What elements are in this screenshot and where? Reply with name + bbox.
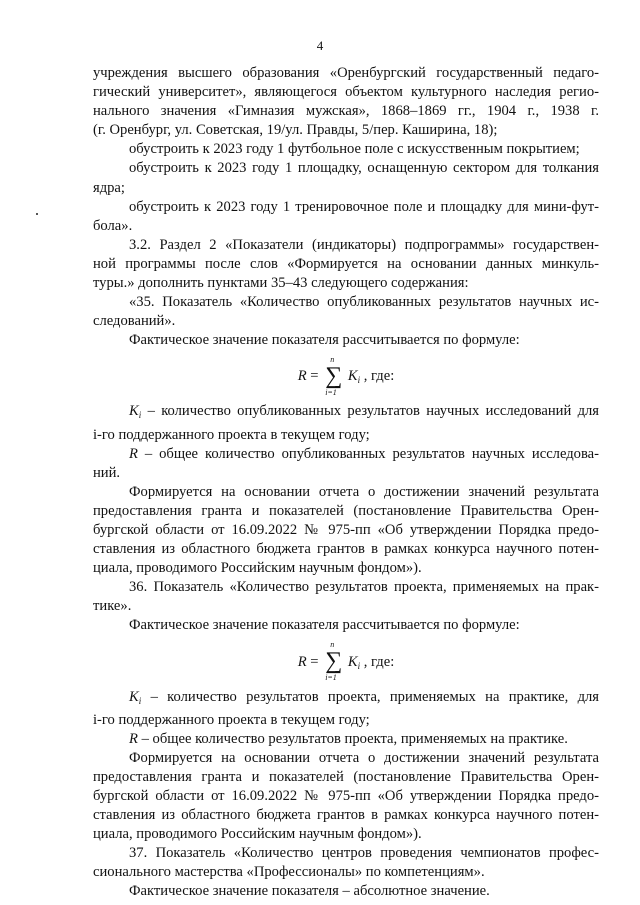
- text-line: [93, 402, 599, 425]
- text-line: i-го поддержанного проекта в текущем году;: [93, 711, 370, 728]
- variable-k-index: i: [138, 695, 142, 706]
- text-line: (г. Оренбург, ул. Советская, 19/ул. Правды, 5/пер. Каширина, 18);: [93, 122, 498, 139]
- text-line: ной программы после слов «Формируется на основании данных минкуль-: [93, 255, 599, 272]
- text-line: предоставления гранта и показателей (постановление Правительства Орен-: [93, 768, 599, 785]
- formula-eq: =: [310, 368, 319, 385]
- formula-eq: =: [310, 653, 319, 670]
- formula-term: K: [347, 368, 358, 385]
- text-fragment: – общее количество результатов проекта, применяемых на практике.: [141, 730, 568, 747]
- sum-lower-limit: i=1: [325, 388, 337, 398]
- formula-lhs: R: [297, 653, 307, 670]
- page-number: 4: [316, 38, 324, 53]
- text-line: обустроить к 2023 году 1 тренировочное поле и площадку для мини-фут-: [129, 198, 599, 215]
- text-line: Фактическое значение показателя – абсолютное значение.: [129, 883, 490, 900]
- formula-tail: , где:: [363, 653, 395, 670]
- sum-sign: [324, 355, 342, 399]
- sum-upper-limit: n: [330, 355, 335, 365]
- text-line: ставления из областного бюджета грантов в рамках конкурса научного потен-: [93, 541, 599, 558]
- text-line: 3.2. Раздел 2 «Показатели (индикаторы) подпрограммы» государствен-: [129, 236, 599, 253]
- text-line: 37. Показатель «Количество центров проведения чемпионатов профес-: [129, 845, 599, 862]
- formula-term-index: i: [357, 660, 361, 671]
- document-body: [93, 64, 599, 902]
- variable-k-index: i: [138, 410, 142, 421]
- text-line: ний.: [93, 464, 121, 481]
- text-line: [93, 730, 599, 749]
- text-line: 36. Показатель «Количество результатов проекта, применяемых на прак-: [129, 579, 599, 596]
- sum-sign: [324, 640, 342, 684]
- variable-k: K: [129, 403, 139, 420]
- formula-tail: , где:: [363, 368, 395, 385]
- text-line: предоставления гранта и показателей (постановление Правительства Орен-: [93, 502, 599, 519]
- text-line: следований».: [93, 313, 176, 330]
- formula-term: K: [347, 653, 358, 670]
- sum-upper-limit: n: [330, 640, 335, 650]
- text-fragment: – количество опубликованных результатов научных исследований для: [147, 403, 599, 420]
- variable-k: K: [129, 688, 139, 705]
- text-line: обустроить к 2023 году 1 футбольное поле с искусственным покрытием;: [129, 141, 580, 158]
- text-line: Формируется на основании отчета о достижении значений результата: [129, 483, 599, 500]
- text-line: гический университет», являющегося объектом культурного наследия регио-: [93, 84, 599, 101]
- formula-36: [93, 636, 599, 688]
- text-fragment: – общее количество опубликованных результатов научных исследова-: [144, 445, 599, 462]
- text-line: циала, проводимого Российским научным фондом»).: [93, 826, 422, 843]
- text-line: учреждения высшего образования «Оренбургский государственный педаго-: [93, 65, 599, 81]
- text-line: бургской области от 16.09.2022 № 975-пп «Об утверждении Порядка предо-: [93, 521, 599, 538]
- text-line: [93, 445, 599, 464]
- sum-lower-limit: i=1: [325, 673, 337, 683]
- text-line: ставления из областного бюджета грантов в рамках конкурса научного потен-: [93, 807, 599, 824]
- text-line: нального значения «Гимназия мужская», 1868–1869 гг., 1904 г., 1938 г.: [93, 103, 599, 120]
- text-line: Фактическое значение показателя рассчитывается по формуле:: [129, 332, 520, 349]
- text-line: туры.» дополнить пунктами 35–43 следующего содержания:: [93, 275, 469, 292]
- text-line: [93, 688, 599, 711]
- formula-35: [93, 350, 599, 402]
- text-line: i-го поддержанного проекта в текущем году;: [93, 426, 370, 443]
- sum-symbol: ∑: [325, 648, 343, 675]
- margin-dot: [36, 213, 38, 215]
- formula-term-index: i: [357, 375, 361, 386]
- sum-symbol: ∑: [325, 363, 343, 390]
- text-line: «35. Показатель «Количество опубликованных результатов научных ис-: [129, 294, 599, 311]
- text-line: бургской области от 16.09.2022 № 975-пп «Об утверждении Порядка предо-: [93, 788, 599, 804]
- text-fragment: – количество результатов проекта, применяемых на практике, для: [150, 688, 599, 705]
- text-line: обустроить к 2023 году 1 площадку, оснащенную сектором для толкания: [129, 160, 599, 177]
- text-line: бола».: [93, 217, 133, 234]
- text-line: тике».: [93, 598, 132, 615]
- text-line: Фактическое значение показателя рассчитывается по формуле:: [129, 617, 520, 634]
- text-line: ядра;: [93, 179, 125, 196]
- variable-r: R: [129, 445, 138, 462]
- text-line: циала, проводимого Российским научным фондом»).: [93, 560, 422, 577]
- formula-lhs: R: [297, 368, 307, 385]
- text-line: сионального мастерства «Профессионалы» по компетенциям».: [93, 864, 485, 881]
- variable-r: R: [129, 730, 138, 747]
- text-line: Формируется на основании отчета о достижении значений результата: [129, 749, 599, 766]
